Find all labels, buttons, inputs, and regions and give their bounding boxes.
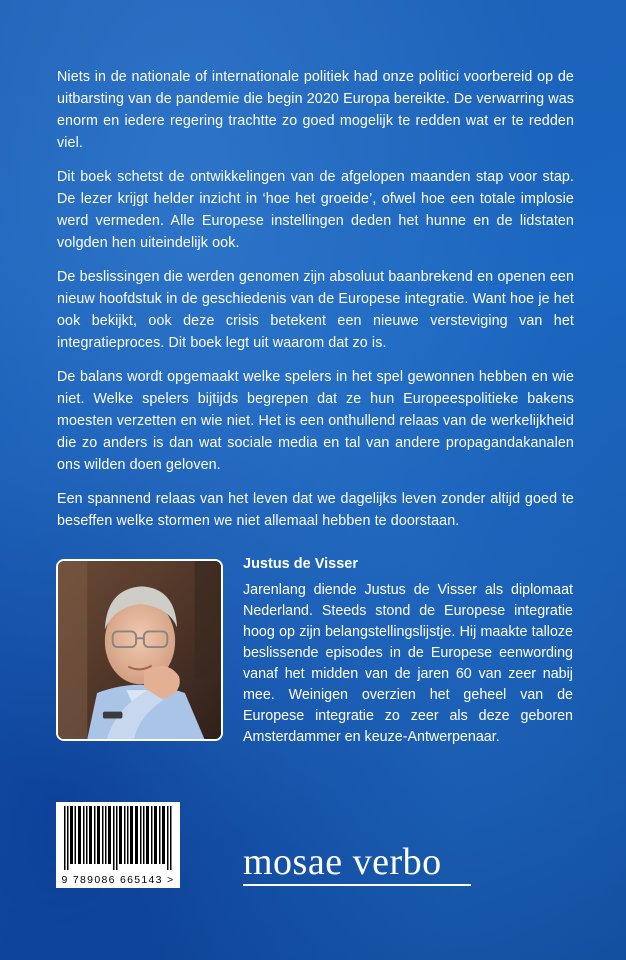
isbn-barcode — [56, 802, 180, 888]
blurb-paragraph-3: De beslissingen die werden genomen zijn absoluut baanbrekend en openen een nieuw hoofdstuk in de geschiedenis van de Europese integratie. Want hoe je het ook bekijkt, ook deze crisis betekent een nieuwe versteviging van het integratieproces. Dit boek legt uit waarom dat zo is. — [57, 269, 574, 351]
blurb-paragraph-5: Een spannend relaas van het leven dat we dagelijks leven zonder altijd goed te beseffen welke stormen we niet allemaal hebben te doorstaan. — [57, 491, 574, 529]
author-photo — [56, 559, 223, 741]
publisher-logo-underline — [243, 884, 471, 886]
back-cover-blurb — [57, 66, 574, 544]
blurb-paragraph-4: De balans wordt opgemaakt welke spelers in het spel gewonnen hebben en wie niet. Welke spelers bijtijds begrepen dat ze hun Europeespolitieke bakens moesten verzetten en wie niet. Het is een onthullend relaas van de werkelijkheid die zo anders is dan wat sociale media en tal van andere propagandakanalen ons wilden doen geloven. — [57, 369, 574, 473]
author-portrait-illustration — [58, 561, 221, 739]
publisher-logo: mosae verbo — [243, 841, 442, 883]
author-name: Justus de Visser — [243, 556, 358, 572]
blurb-paragraph-1: Niets in de nationale of internationale politiek had onze politici voorbereid op de uitbarsting van de pandemie die begin 2020 Europa bereikte. De verwarring was enorm en iedere regering trachtte zo goed mogelijk te redden wat er te redden viel. — [57, 69, 574, 151]
isbn-number: 9 789086 665143 > — [61, 874, 175, 886]
barcode-bars — [62, 806, 174, 870]
author-bio: Jarenlang diende Justus de Visser als diplomaat Nederland. Steeds stond de Europese integratie hoog op zijn belangstellingslijstje. Hij maakte talloze beslissende episodes in de Europese eenwording vanaf het midden van de jaren 60 van zeer nabij mee. Weinigen overzien het geheel van de Europese integratie zo zeer als deze geboren Amsterdammer en keuze-Antwerpenaar. — [243, 582, 573, 745]
blurb-paragraph-2: Dit boek schetst de ontwikkelingen van de afgelopen maanden stap voor stap. De lezer krijgt helder inzicht in ‘hoe het groeide’, ofwel hoe een totale implosie werd vermeden. Alle Europese instellingen deden het hunne en de lidstaten volgden hen uiteindelijk ook. — [57, 169, 574, 251]
